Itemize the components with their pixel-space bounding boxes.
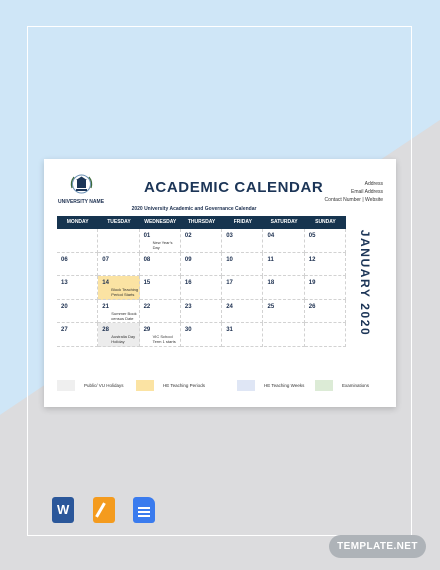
day-number: 13 [61, 280, 68, 287]
day-cell[interactable] [181, 253, 222, 277]
day-cell[interactable] [57, 276, 98, 300]
day-number: 24 [226, 303, 233, 310]
day-cell[interactable] [305, 276, 346, 300]
day-number: 01 [143, 233, 151, 239]
day-cell[interactable] [57, 323, 98, 347]
university-logo-icon [68, 174, 95, 196]
day-cell[interactable] [57, 253, 98, 277]
day-cell[interactable] [140, 323, 181, 347]
day-cell[interactable] [57, 300, 98, 324]
day-cell[interactable] [181, 300, 222, 324]
calendar-card[interactable] [44, 159, 396, 407]
day-cell[interactable] [305, 323, 346, 347]
weekday-label: WEDNESDAY [144, 219, 177, 225]
pages-icon[interactable] [93, 497, 115, 523]
day-number: 04 [267, 233, 275, 239]
weekday-label: FRIDAY [233, 219, 252, 225]
day-cell[interactable] [98, 253, 139, 277]
day-cell[interactable] [222, 253, 263, 277]
weekday-label: MONDAY [66, 219, 89, 225]
day-cell[interactable] [181, 229, 222, 253]
day-event: VIC School Term 1 starts [152, 334, 176, 345]
day-number: 29 [143, 327, 151, 334]
legend-swatch [315, 380, 333, 391]
legend-label: HE Teaching Weeks [264, 383, 305, 388]
day-cell[interactable] [98, 300, 139, 324]
day-cell[interactable] [98, 276, 139, 300]
legend-label: Public/ VU Holidays [84, 383, 124, 388]
day-number: 30 [184, 327, 192, 334]
day-number: 19 [308, 280, 316, 287]
legend-swatch [57, 380, 75, 391]
calendar-title: ACADEMIC CALENDAR [144, 179, 324, 196]
day-number: 05 [308, 233, 316, 239]
contact-block [325, 180, 383, 204]
weekday-header [57, 216, 346, 229]
day-cell[interactable] [264, 253, 305, 277]
day-cell[interactable] [57, 229, 98, 253]
day-number: 12 [308, 256, 316, 263]
legend-label: HE Teaching Periods [163, 383, 205, 388]
day-number: 20 [61, 303, 68, 310]
day-event: Australia Day Holiday [111, 334, 136, 345]
day-number: 15 [143, 280, 151, 287]
day-number: 02 [184, 233, 192, 239]
day-cell[interactable] [181, 276, 222, 300]
contact-line: Contact Number | Website [324, 197, 383, 203]
weekday-label: SUNDAY [315, 219, 336, 225]
legend-swatch [136, 380, 154, 391]
day-cell[interactable] [305, 253, 346, 277]
day-number: 16 [184, 280, 192, 287]
day-cell[interactable] [140, 229, 181, 253]
day-cell[interactable] [140, 253, 181, 277]
university-name: UNIVERSITY NAME [58, 199, 105, 205]
google-docs-icon[interactable] [133, 497, 155, 523]
day-cell[interactable] [222, 300, 263, 324]
legend-swatch [237, 380, 255, 391]
day-number: 08 [143, 256, 151, 263]
calendar-subtitle: 2020 University Academic and Governance Calendar [131, 206, 257, 212]
day-number: 06 [61, 256, 68, 263]
address-line: Address [364, 181, 383, 187]
day-number: 25 [267, 303, 275, 310]
day-number: 17 [226, 280, 233, 287]
day-number: 10 [226, 256, 233, 263]
day-cell[interactable] [222, 229, 263, 253]
day-number: 21 [102, 303, 109, 310]
day-cell[interactable] [305, 229, 346, 253]
day-number: 07 [102, 256, 109, 263]
day-number: 03 [226, 233, 233, 239]
weekday-label: THURSDAY [187, 219, 216, 225]
day-cell[interactable] [140, 276, 181, 300]
day-cell[interactable] [181, 323, 222, 347]
day-number: 23 [184, 303, 192, 310]
app-icons [52, 497, 162, 525]
day-cell[interactable] [140, 300, 181, 324]
weekday-label: TUESDAY [107, 219, 131, 225]
day-number: 09 [184, 256, 192, 263]
day-event: New Year's Day [152, 240, 173, 250]
day-number: 18 [267, 280, 275, 287]
weekday-label: SATURDAY [270, 219, 298, 225]
day-cell[interactable] [264, 229, 305, 253]
day-number: 27 [61, 327, 68, 334]
legend-label: Examinations [342, 383, 370, 388]
day-cell[interactable] [222, 276, 263, 300]
day-event: Summer Book census Date [111, 310, 137, 321]
day-cell[interactable] [305, 300, 346, 324]
calendar-grid [57, 216, 346, 347]
day-cells [57, 229, 346, 347]
word-icon[interactable] [52, 497, 74, 523]
day-event: Block Teaching Period Starts [111, 287, 139, 298]
day-cell[interactable] [222, 323, 263, 347]
day-cell[interactable] [264, 300, 305, 324]
month-label-box [357, 223, 373, 343]
day-cell[interactable] [98, 229, 139, 253]
day-cell[interactable] [264, 323, 305, 347]
day-number: 14 [102, 280, 109, 287]
day-number: 31 [226, 327, 233, 334]
day-cell[interactable] [264, 276, 305, 300]
day-number: 11 [267, 256, 274, 263]
day-number: 28 [102, 327, 109, 334]
email-line: Email Address [351, 189, 383, 195]
month-label: JANUARY 2020 [358, 229, 372, 337]
day-number: 26 [308, 303, 316, 310]
day-cell[interactable] [98, 323, 139, 347]
day-number: 22 [143, 303, 151, 310]
legend [57, 380, 387, 394]
template-net-badge[interactable]: TEMPLATE.NET [329, 535, 426, 558]
